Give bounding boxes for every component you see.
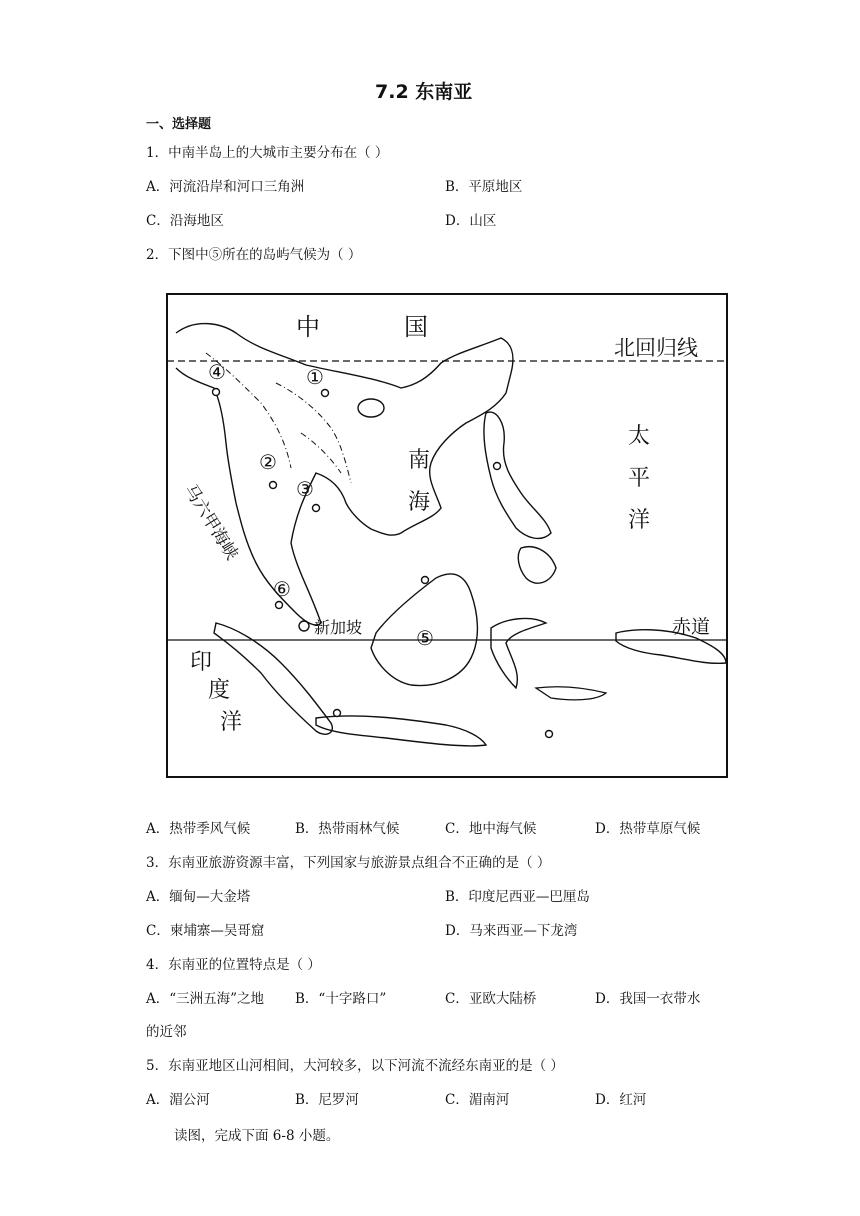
city-dot-3 <box>313 505 320 512</box>
q5-option-d: D．红河 <box>595 1092 647 1108</box>
marker-3: ③ <box>296 477 314 501</box>
q3-option-d: D．马来西亚—下龙湾 <box>445 923 578 939</box>
q4-option-d: D．我国一衣带水 <box>595 991 701 1007</box>
city-dot-6 <box>276 602 283 609</box>
label-equator: 赤道 <box>672 616 711 638</box>
city-dot-4 <box>213 389 220 396</box>
label-indian-2: 度 <box>208 678 231 703</box>
question-2: 2．下图中⑤所在的岛屿气候为（ ） <box>146 247 362 263</box>
q3-option-b: B．印度尼西亚—巴厘岛 <box>445 889 590 905</box>
section-heading: 一、选择题 <box>146 117 212 132</box>
q2-option-c: C．地中海气候 <box>445 821 537 837</box>
label-china-1: 中 <box>296 313 320 341</box>
marker-6: ⑥ <box>273 577 291 601</box>
question-3: 3．东南亚旅游资源丰富，下列国家与旅游景点组合不正确的是（ ） <box>146 855 551 871</box>
label-pacific-3: 洋 <box>628 508 651 533</box>
q1-option-b: B．平原地区 <box>445 179 523 195</box>
city-dot-2 <box>270 482 277 489</box>
q2-option-d: D．热带草原气候 <box>595 821 701 837</box>
question-4: 4．东南亚的位置特点是（ ） <box>146 957 321 973</box>
label-scs-1: 南 <box>408 448 431 473</box>
q4-option-c: C．亚欧大陆桥 <box>445 991 537 1007</box>
label-indian-1: 印 <box>190 650 213 675</box>
q2-option-b: B．热带雨林气候 <box>295 821 400 837</box>
label-indian-3: 洋 <box>220 710 243 735</box>
q1-option-c: C．沿海地区 <box>146 213 224 229</box>
label-scs-2: 海 <box>408 490 431 515</box>
southeast-asia-map <box>166 293 728 778</box>
q5-option-a: A．湄公河 <box>146 1092 210 1108</box>
q1-option-a: A．河流沿岸和河口三角洲 <box>146 179 305 195</box>
label-pacific-2: 平 <box>628 466 651 491</box>
label-pacific-1: 太 <box>628 424 651 449</box>
q3-option-c: C．柬埔寨—吴哥窟 <box>146 923 265 939</box>
reading-note: 读图，完成下面 6-8 小题。 <box>174 1128 340 1144</box>
label-china-2: 国 <box>404 313 428 341</box>
city-dot-1 <box>322 390 329 397</box>
marker-5: ⑤ <box>416 626 434 650</box>
marker-1: ① <box>306 365 324 389</box>
question-1: 1．中南半岛上的大城市主要分布在（ ） <box>146 145 389 161</box>
q4-option-b: B．“十字路口” <box>295 991 387 1007</box>
label-singapore: 新加坡 <box>314 618 363 637</box>
marker-4: ④ <box>208 360 226 384</box>
question-5: 5．东南亚地区山河相间，大河较多，以下河流不流经东南亚的是（ ） <box>146 1058 564 1074</box>
singapore-dot <box>299 621 309 631</box>
q5-option-b: B．尼罗河 <box>295 1092 359 1108</box>
q3-option-a: A．缅甸—大金塔 <box>146 889 251 905</box>
label-malacca-strait: 马六甲海峡 <box>179 481 242 564</box>
q5-option-c: C．湄南河 <box>445 1092 510 1108</box>
q1-option-d: D．山区 <box>445 213 497 229</box>
marker-2: ② <box>259 450 277 474</box>
page-title: 7.2 东南亚 <box>375 81 473 103</box>
q4-option-d-continued: 的近邻 <box>146 1024 187 1040</box>
q4-option-a: A．“三洲五海”之地 <box>146 991 265 1007</box>
label-tropic: 北回归线 <box>614 336 698 360</box>
q2-option-a: A．热带季风气候 <box>146 821 251 837</box>
